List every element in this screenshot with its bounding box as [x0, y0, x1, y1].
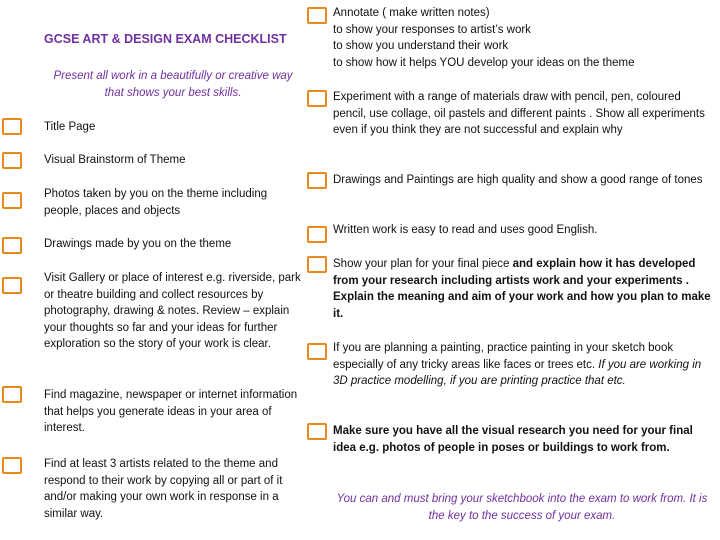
- checklist-item-find-artists: Find at least 3 artists related to the theme and respond to their work by copying all or part of it and/or making your own work in response in a similar way.: [44, 458, 283, 520]
- checkbox-annotate[interactable]: [307, 7, 327, 24]
- annotate-line: Annotate ( make written notes): [333, 7, 490, 19]
- footer-note: You can and must bring your sketchbook into the exam to work from. It is the key to the success of your exam.: [336, 493, 708, 522]
- checklist-item-drawings-paintings: Drawings and Paintings are high quality and show a good range of tones: [333, 174, 703, 186]
- page-subtitle: Present all work in a beautifully or creative way that shows your best skills.: [53, 70, 293, 99]
- checklist-item-practice: [333, 340, 713, 390]
- checklist-item-find-magazine: Find magazine, newspaper or internet information that helps you generate ideas in your area of interest.: [44, 389, 298, 434]
- checklist-item-title-page: Title Page: [44, 121, 96, 133]
- page-title: GCSE ART & DESIGN EXAM CHECKLIST: [44, 32, 287, 46]
- visual-research-bold-text: Make sure you have all the visual research you need for your final idea e.g. photos of people in poses or buildings to work from.: [333, 425, 693, 454]
- checkbox-visit-gallery[interactable]: [2, 277, 22, 294]
- annotate-line: to show how it helps YOU develop your ideas on the theme: [333, 56, 635, 69]
- checklist-item-show-plan: [333, 256, 713, 322]
- checklist-item-visual-brainstorm: Visual Brainstorm of Theme: [44, 154, 186, 166]
- checkbox-experiment[interactable]: [307, 90, 327, 107]
- checklist-item-photos: Photos taken by you on the theme including people, places and objects: [44, 188, 268, 217]
- checkbox-photos[interactable]: [2, 192, 22, 209]
- checkbox-visual-brainstorm[interactable]: [2, 152, 22, 169]
- checkbox-written-work[interactable]: [307, 226, 327, 243]
- checklist-item-visual-research: [333, 423, 713, 456]
- annotate-line: to show your responses to artist’s work: [333, 23, 531, 36]
- practice-italic-text: If you are working in 3D practice modelling, if you are printing practice that etc.: [333, 358, 702, 387]
- checklist-item-written-work: Written work is easy to read and uses good English.: [333, 224, 598, 236]
- checklist-item-experiment: Experiment with a range of materials draw with pencil, pen, coloured pencil, use collage, oil pastels and different paints . Show all experiments even if you think they are not successful and explain why: [333, 91, 705, 136]
- practice-text: If you are planning a painting, practice painting in your sketch book especially of any tricky areas like faces or trees etc.: [333, 342, 674, 371]
- checklist-item-drawings: Drawings made by you on the theme: [44, 238, 232, 250]
- checkbox-find-magazine[interactable]: [2, 386, 22, 403]
- checklist-item-annotate: [333, 5, 713, 71]
- checkbox-show-plan[interactable]: [307, 256, 327, 273]
- checkbox-title-page[interactable]: [2, 118, 22, 135]
- annotate-line: to show you understand their work: [333, 40, 509, 52]
- show-plan-bold-text: and explain how it has developed from your research including artists work and your experiments . Explain the meaning and aim of your work and how you plan to make it.: [333, 258, 711, 320]
- show-plan-text: Show your plan for your final piece: [333, 258, 513, 270]
- checkbox-drawings[interactable]: [2, 237, 22, 254]
- checkbox-find-artists[interactable]: [2, 457, 22, 474]
- checkbox-practice[interactable]: [307, 343, 327, 360]
- checklist-item-visit-gallery: Visit Gallery or place of interest e.g. riverside, park or theatre building and collect resources by photography, drawing & notes. Review – explain your thoughts so far and your ideas for further exploration so the story of your work is clear.: [44, 272, 301, 350]
- checkbox-visual-research[interactable]: [307, 423, 327, 440]
- checkbox-drawings-paintings[interactable]: [307, 172, 327, 189]
